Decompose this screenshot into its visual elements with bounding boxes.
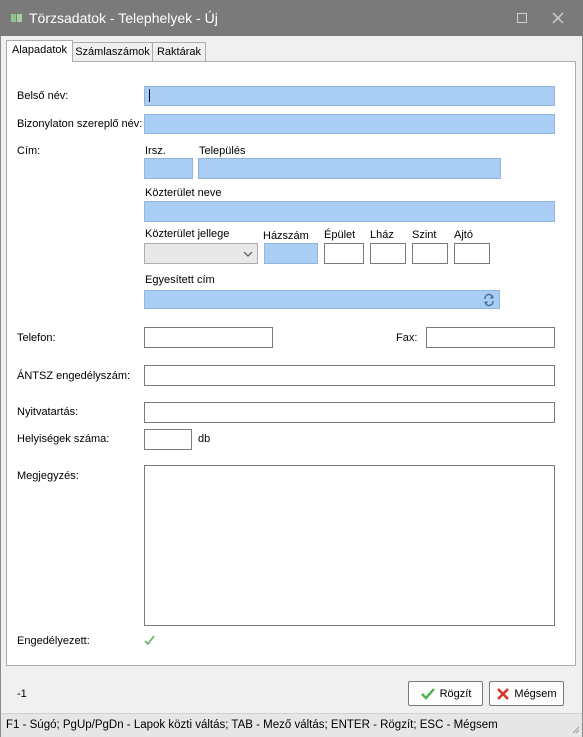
- kozterulet-jellege-select[interactable]: [144, 243, 258, 264]
- cancel-icon: [496, 687, 510, 701]
- save-button[interactable]: [408, 681, 483, 706]
- egyesitett-cim-label: Egyesített cím: [145, 274, 215, 286]
- fax-label: Fax:: [396, 332, 418, 344]
- window-title: Törzsadatok - Telephelyek - Új: [29, 10, 218, 26]
- tab-szamlaszamok[interactable]: Számlaszámok: [72, 42, 153, 61]
- megjegyzes-textarea[interactable]: [144, 465, 555, 626]
- antsz-label: ÁNTSZ engedélyszám:: [17, 370, 131, 382]
- bizonylaton-nev-label: Bizonylaton szereplő név:: [17, 118, 143, 130]
- szint-input[interactable]: [412, 243, 448, 264]
- bizonylaton-nev-input[interactable]: [144, 114, 555, 134]
- title-bar: [0, 0, 583, 36]
- resize-grip-icon[interactable]: [570, 724, 580, 734]
- helyisegek-unit: db: [198, 433, 211, 445]
- chevron-down-icon: [243, 249, 253, 259]
- tab-alapadatok[interactable]: Alapadatok: [6, 40, 73, 62]
- close-icon[interactable]: [549, 9, 567, 27]
- engedelyezett-label: Engedélyezett:: [17, 635, 90, 647]
- helyisegek-input[interactable]: [144, 429, 192, 450]
- telefon-input[interactable]: [144, 327, 273, 348]
- helyisegek-label: Helyiségek száma:: [17, 433, 110, 445]
- engedelyezett-checkbox[interactable]: [143, 634, 156, 647]
- ajto-label: Ajtó: [454, 229, 473, 241]
- irsz-label: Irsz.: [145, 145, 166, 157]
- kozterulet-neve-label: Közterület neve: [145, 187, 222, 199]
- status-text: F1 - Súgó; PgUp/PgDn - Lapok közti váltás; TAB - Mező váltás; ENTER - Rögzít; ESC - Mégsem: [6, 719, 498, 731]
- ajto-input[interactable]: [454, 243, 490, 264]
- egyesitett-cim-input[interactable]: [144, 290, 500, 309]
- irsz-input[interactable]: [144, 158, 193, 179]
- megjegyzes-label: Megjegyzés:: [17, 470, 79, 482]
- cancel-button[interactable]: [489, 681, 564, 706]
- szint-label: Szint: [412, 229, 437, 241]
- lhaz-input[interactable]: [370, 243, 406, 264]
- epulet-input[interactable]: [324, 243, 364, 264]
- status-bar: [1, 713, 582, 737]
- refresh-icon[interactable]: [482, 293, 496, 307]
- kozterulet-jellege-label: Közterület jellege: [145, 228, 230, 240]
- epulet-label: Épület: [324, 229, 356, 241]
- hazszam-input[interactable]: [264, 243, 318, 264]
- check-icon: [420, 687, 436, 701]
- checkmark-icon: [143, 634, 156, 647]
- telepules-label: Település: [199, 145, 246, 157]
- belso-nev-input[interactable]: [144, 86, 555, 106]
- save-button-label: Rögzít: [439, 687, 472, 700]
- cim-label: Cím:: [17, 145, 41, 157]
- minimize-icon[interactable]: [513, 9, 531, 27]
- record-id: -1: [17, 688, 27, 700]
- text-cursor: [149, 89, 150, 102]
- kozterulet-neve-input[interactable]: [144, 201, 555, 222]
- belso-nev-label: Belső név:: [17, 90, 69, 102]
- telepules-input[interactable]: [198, 158, 501, 179]
- lhaz-label: Lház: [370, 229, 394, 241]
- cancel-button-label: Mégsem: [514, 687, 557, 700]
- tab-raktarak[interactable]: Raktárak: [152, 42, 206, 61]
- hazszam-label: Házszám: [263, 230, 309, 242]
- telefon-label: Telefon:: [17, 332, 56, 344]
- antsz-input[interactable]: [144, 365, 555, 386]
- fax-input[interactable]: [426, 327, 555, 348]
- app-icon: [10, 11, 24, 25]
- nyitvatartas-label: Nyitvatartás:: [17, 406, 79, 418]
- nyitvatartas-input[interactable]: [144, 402, 555, 423]
